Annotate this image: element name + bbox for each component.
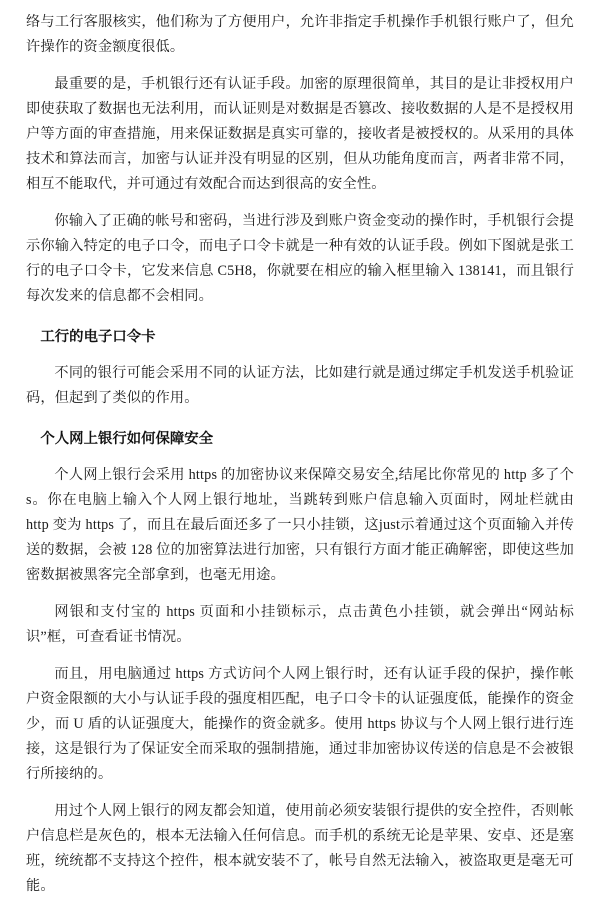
section-heading-online-banking-security: 个人网上银行如何保障安全 bbox=[40, 431, 214, 447]
paragraph: 不同的银行可能会采用不同的认证方法，比如建行就是通过绑定手机发送手机验证码，但起到了类似的作用。 bbox=[26, 365, 574, 406]
paragraph: 你输入了正确的帐号和密码，当进行涉及到账户资金变动的操作时，手机银行会提示你输入特定的电子口令，而电子口令卡就是一种有效的认证手段。例如下图就是张工行的电子口令卡，它发来信息 C5H8，你就要在相应的输入框里输入 138141，而且银行每次发来的信息都不会相同。 bbox=[26, 213, 574, 304]
paragraph: 网银和支付宝的 https 页面和小挂锁标示，点击黄色小挂锁，就会弹出“网站标识”框，可查看证书情况。 bbox=[26, 604, 574, 645]
paragraph: 络与工行客服核实，他们称为了方便用户，允许非指定手机操作手机银行账户了，但允许操作的资金额度很低。 bbox=[26, 14, 574, 55]
paragraph: 用过个人网上银行的网友都会知道，使用前必须安装银行提供的安全控件，否则帐户信息栏是灰色的，根本无法输入任何信息。而手机的系统无论是苹果、安卓、还是塞班，统统都不支持这个控件，根本就安装不了，帐号自然无法输入，被盗取更是毫无可能。 bbox=[26, 803, 574, 894]
section-heading-token-card: 工行的电子口令卡 bbox=[40, 329, 156, 345]
paragraph: 而且，用电脑通过 https 方式访问个人网上银行时，还有认证手段的保护，操作帐户资金限额的大小与认证手段的强度相匹配，电子口令卡的认证强度低，能操作的资金少，而 U 盾的认证强度大，能操作的资金就多。使用 https 协议与个人网上银行进行连接，这是银行为了保证安全而采取的强制措施，通过非加密协议传送的信息是不会被银行所接纳的。 bbox=[26, 666, 574, 782]
paragraph: 最重要的是，手机银行还有认证手段。加密的原理很简单，其目的是让非授权用户即使获取了数据也无法利用，而认证则是对数据是否篡改、接收数据的人是不是授权用户等方面的审查措施，用来保证数据是真实可靠的，接收者是被授权的。从采用的具体技术和算法而言，加密与认证并没有明显的区别，但从功能角度而言，两者非常不同，相互不能取代，并可通过有效配合而达到很高的安全性。 bbox=[26, 76, 574, 192]
paragraph: 个人网上银行会采用 https 的加密协议来保障交易安全,结尾比你常见的 http 多了个 s。你在电脑上输入个人网上银行地址，当跳转到账户信息输入页面时，网址栏就由 http 变为 https 了，而且在最后面还多了一只小挂锁，这just示着通过这个页面输入并传送的数据，会被 128 位的加密算法进行加密，只有银行方面才能正确解密，即使这些加密数据被黑客完全部拿到，也毫无用途。 bbox=[26, 467, 574, 583]
